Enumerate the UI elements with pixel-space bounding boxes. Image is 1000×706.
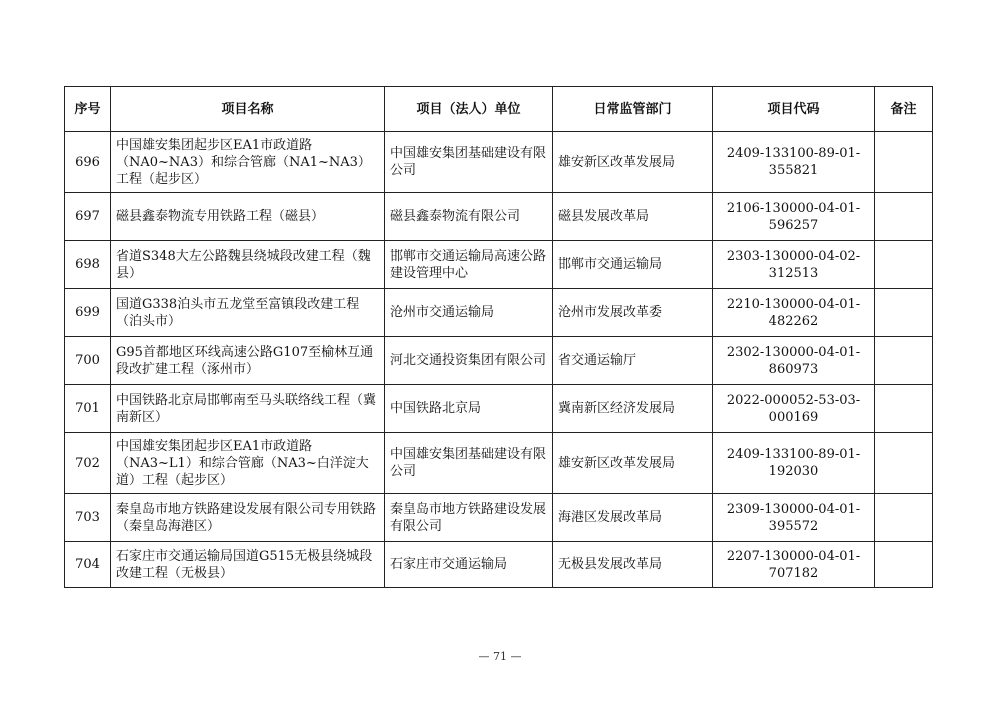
cell-project-name: 中国铁路北京局邯郸南至马头联络线工程（冀南新区） — [111, 385, 385, 433]
cell-project-unit: 石家庄市交通运输局 — [385, 542, 553, 588]
cell-supervision-dept: 省交通运输厅 — [553, 337, 713, 385]
cell-supervision-dept: 邯郸市交通运输局 — [553, 241, 713, 289]
cell-remarks — [875, 542, 933, 588]
cell-project-code: 2022-000052-53-03-000169 — [713, 385, 875, 433]
cell-remarks — [875, 289, 933, 337]
header-supervision-dept: 日常监管部门 — [553, 87, 713, 132]
table-row — [65, 193, 933, 241]
cell-project-name: 磁县鑫泰物流专用铁路工程（磁县） — [111, 193, 385, 241]
cell-supervision-dept: 沧州市发展改革委 — [553, 289, 713, 337]
cell-project-name: 中国雄安集团起步区EA1市政道路（NA0~NA3）和综合管廊（NA1~NA3）工程（起步区） — [111, 132, 385, 193]
cell-project-code: 2302-130000-04-01-860973 — [713, 337, 875, 385]
table-row — [65, 241, 933, 289]
cell-project-name: 秦皇岛市地方铁路建设发展有限公司专用铁路（秦皇岛海港区） — [111, 494, 385, 542]
cell-project-code: 2210-130000-04-01-482262 — [713, 289, 875, 337]
cell-project-name: 国道G338泊头市五龙堂至富镇段改建工程（泊头市） — [111, 289, 385, 337]
cell-supervision-dept: 雄安新区改革发展局 — [553, 433, 713, 494]
cell-project-unit: 中国雄安集团基础建设有限公司 — [385, 132, 553, 193]
cell-project-unit: 磁县鑫泰物流有限公司 — [385, 193, 553, 241]
table-row — [65, 385, 933, 433]
cell-project-unit: 中国雄安集团基础建设有限公司 — [385, 433, 553, 494]
cell-remarks — [875, 337, 933, 385]
cell-serial: 704 — [65, 542, 111, 588]
cell-project-code: 2309-130000-04-01-395572 — [713, 494, 875, 542]
cell-serial: 700 — [65, 337, 111, 385]
cell-remarks — [875, 193, 933, 241]
cell-serial: 701 — [65, 385, 111, 433]
cell-serial: 702 — [65, 433, 111, 494]
cell-project-name: 中国雄安集团起步区EA1市政道路（NA3~L1）和综合管廊（NA3~白洋淀大道）工程（起步区） — [111, 433, 385, 494]
cell-supervision-dept: 冀南新区经济发展局 — [553, 385, 713, 433]
cell-project-code: 2207-130000-04-01-707182 — [713, 542, 875, 588]
cell-remarks — [875, 385, 933, 433]
cell-remarks — [875, 433, 933, 494]
cell-serial: 696 — [65, 132, 111, 193]
header-serial: 序号 — [65, 87, 111, 132]
header-project-code: 项目代码 — [713, 87, 875, 132]
cell-project-unit: 中国铁路北京局 — [385, 385, 553, 433]
page-number: — 71 — — [478, 650, 522, 663]
cell-project-code: 2303-130000-04-02-312513 — [713, 241, 875, 289]
cell-project-code: 2106-130000-04-01-596257 — [713, 193, 875, 241]
cell-project-code: 2409-133100-89-01-355821 — [713, 132, 875, 193]
header-remarks: 备注 — [875, 87, 933, 132]
cell-supervision-dept: 磁县发展改革局 — [553, 193, 713, 241]
table-header-row — [65, 87, 933, 132]
table-row — [65, 542, 933, 588]
cell-project-code: 2409-133100-89-01-192030 — [713, 433, 875, 494]
table-row — [65, 132, 933, 193]
project-table — [64, 86, 933, 588]
cell-project-unit: 秦皇岛市地方铁路建设发展有限公司 — [385, 494, 553, 542]
header-project-name: 项目名称 — [111, 87, 385, 132]
cell-supervision-dept: 无极县发展改革局 — [553, 542, 713, 588]
cell-serial: 699 — [65, 289, 111, 337]
table-row — [65, 337, 933, 385]
cell-project-name: 石家庄市交通运输局国道G515无极县绕城段改建工程（无极县） — [111, 542, 385, 588]
table-row — [65, 494, 933, 542]
cell-serial: 698 — [65, 241, 111, 289]
table-row — [65, 433, 933, 494]
cell-supervision-dept: 雄安新区改革发展局 — [553, 132, 713, 193]
header-project-unit: 项目（法人）单位 — [385, 87, 553, 132]
cell-project-name: G95首都地区环线高速公路G107至榆林互通段改扩建工程（涿州市） — [111, 337, 385, 385]
cell-project-unit: 河北交通投资集团有限公司 — [385, 337, 553, 385]
cell-project-unit: 沧州市交通运输局 — [385, 289, 553, 337]
cell-project-name: 省道S348大左公路魏县绕城段改建工程（魏县） — [111, 241, 385, 289]
cell-project-unit: 邯郸市交通运输局高速公路建设管理中心 — [385, 241, 553, 289]
cell-remarks — [875, 241, 933, 289]
cell-remarks — [875, 132, 933, 193]
cell-remarks — [875, 494, 933, 542]
cell-serial: 703 — [65, 494, 111, 542]
table-row — [65, 289, 933, 337]
cell-serial: 697 — [65, 193, 111, 241]
cell-supervision-dept: 海港区发展改革局 — [553, 494, 713, 542]
